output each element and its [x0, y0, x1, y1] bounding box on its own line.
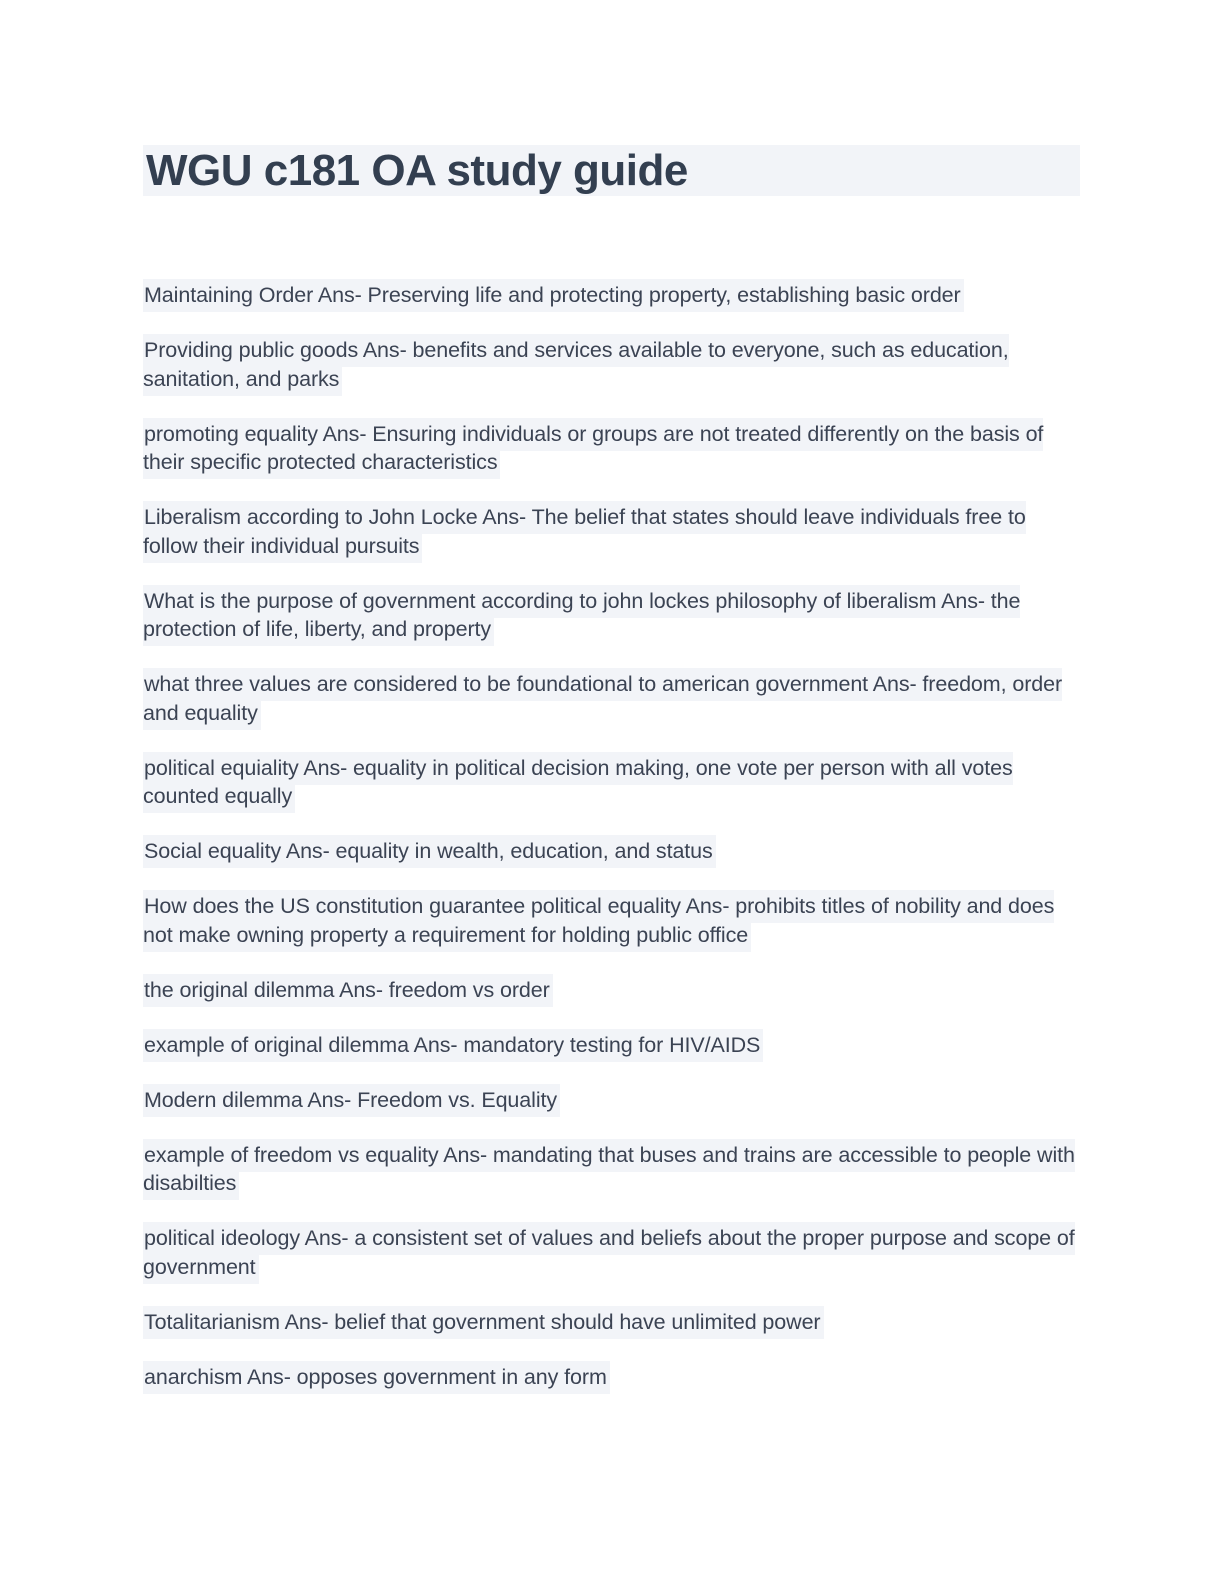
qa-text: promoting equality Ans- Ensuring individuals or groups are not treated differently on the basis of their specific protected characteristics	[143, 418, 1043, 480]
qa-paragraph	[143, 1141, 1080, 1198]
qa-text: the original dilemma Ans- freedom vs order	[143, 974, 553, 1007]
qa-text: political ideology Ans- a consistent set of values and beliefs about the proper purpose and scope of government	[143, 1222, 1075, 1284]
qa-paragraph	[143, 1031, 1080, 1060]
qa-paragraph	[143, 587, 1080, 644]
qa-paragraph	[143, 336, 1080, 393]
qa-text: Social equality Ans- equality in wealth, education, and status	[143, 835, 716, 868]
qa-text: anarchism Ans- opposes government in any form	[143, 1361, 610, 1394]
qa-text: what three values are considered to be foundational to american government Ans- freedom, order and equality	[143, 668, 1062, 730]
qa-text: example of original dilemma Ans- mandatory testing for HIV/AIDS	[143, 1029, 763, 1062]
qa-text: Modern dilemma Ans- Freedom vs. Equality	[143, 1084, 560, 1117]
qa-paragraph	[143, 281, 1080, 310]
qa-paragraph	[143, 892, 1080, 949]
qa-paragraph	[143, 754, 1080, 811]
qa-text: political equiality Ans- equality in political decision making, one vote per person with all votes counted equally	[143, 752, 1013, 814]
qa-paragraph	[143, 420, 1080, 477]
qa-list	[143, 281, 1080, 1391]
qa-paragraph	[143, 1224, 1080, 1281]
qa-text: Providing public goods Ans- benefits and services available to everyone, such as education, sanitation, and parks	[143, 334, 1009, 396]
qa-paragraph	[143, 976, 1080, 1005]
qa-paragraph	[143, 670, 1080, 727]
qa-text: Liberalism according to John Locke Ans- The belief that states should leave individuals free to follow their individual pursuits	[143, 501, 1026, 563]
qa-text: example of freedom vs equality Ans- mandating that buses and trains are accessible to people with disabilties	[143, 1139, 1075, 1201]
page-title: WGU c181 OA study guide	[143, 145, 1080, 196]
qa-paragraph	[143, 1308, 1080, 1337]
qa-text: What is the purpose of government according to john lockes philosophy of liberalism Ans- the protection of life, liberty, and property	[143, 585, 1020, 647]
qa-paragraph	[143, 1363, 1080, 1392]
qa-paragraph	[143, 503, 1080, 560]
qa-paragraph	[143, 1086, 1080, 1115]
qa-text: Totalitarianism Ans- belief that government should have unlimited power	[143, 1306, 824, 1339]
qa-text: How does the US constitution guarantee political equality Ans- prohibits titles of nobility and does not make owning property a requirement for holding public office	[143, 890, 1054, 952]
qa-paragraph	[143, 837, 1080, 866]
qa-text: Maintaining Order Ans- Preserving life and protecting property, establishing basic order	[143, 279, 964, 312]
